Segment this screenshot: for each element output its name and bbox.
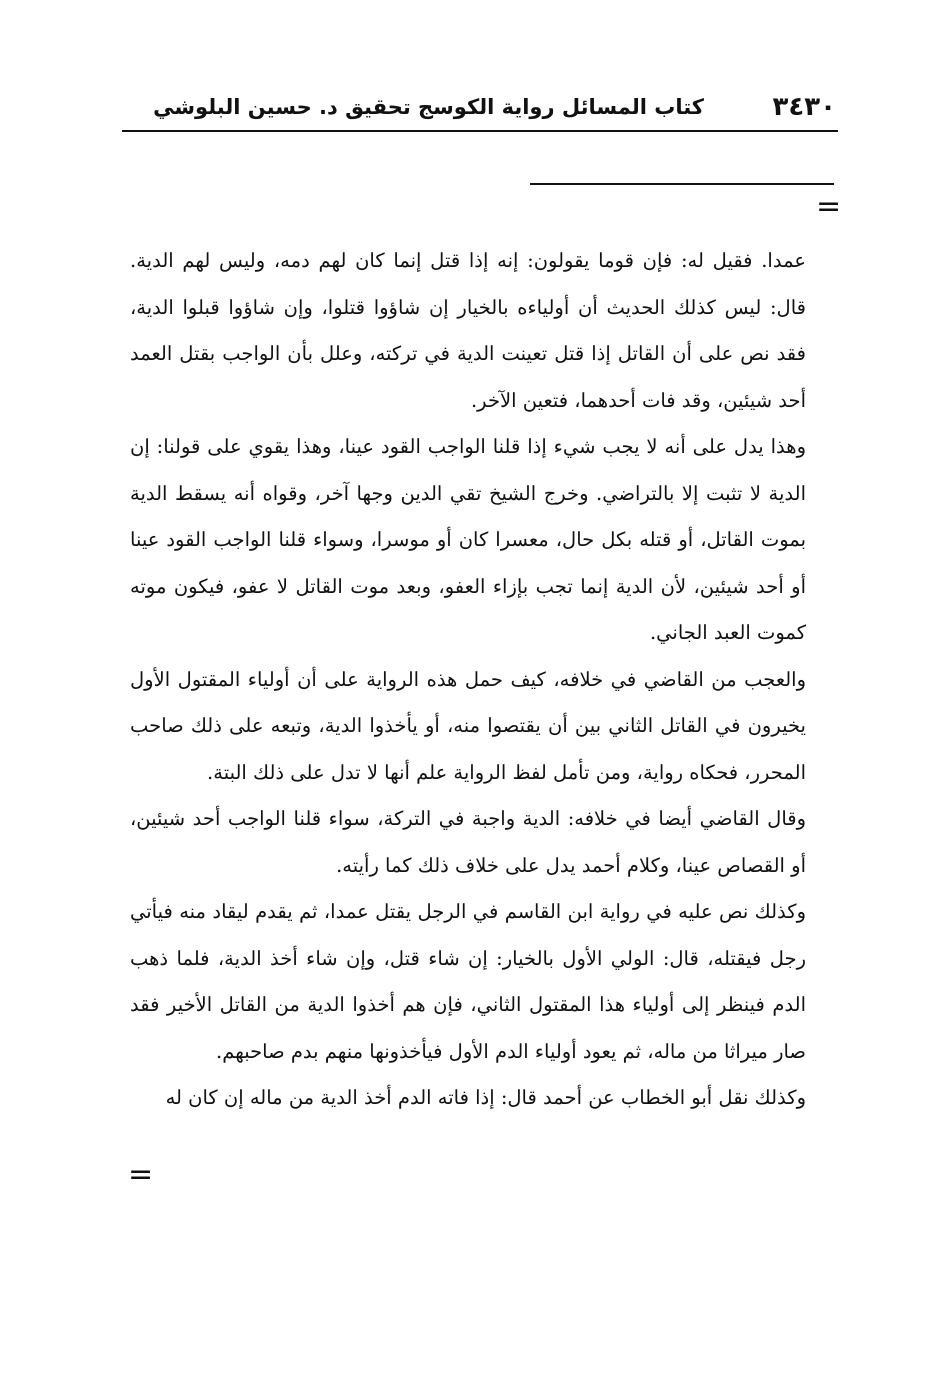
paragraph-2: وهذا يدل على أنه لا يجب شيء إذا قلنا الواجب القود عينا، وهذا يقوي على قولنا: إن الدية لا تثبت إلا بالتراضي. وخرج الشيخ تقي الدين وجها آخر، وقواه أنه يسقط الدية بموت القاتل، أو قتله بكل حال، معسرا كان أو موسرا، وسواء قلنا الواجب القود عينا أو أحد شيئين، لأن الدية إنما تجب بإزاء العفو، وبعد موت القاتل لا عفو، فيكون موته كموت العبد الجاني. [130, 435, 806, 644]
page-header [122, 90, 836, 128]
page-number: ٣٤٣٠ [772, 92, 836, 122]
header-rule [122, 130, 838, 132]
body-text [130, 238, 806, 1122]
running-title: كتاب المسائل رواية الكوسج تحقيق د. حسين البلوشي [153, 95, 704, 119]
paragraph-1: عمدا. فقيل له: فإن قوما يقولون: إنه إذا قتل إنما كان لهم دمه، وليس لهم الدية. قال: ليس كذلك الحديث أن أولياءه بالخيار إن شاؤوا قتلوا، وإن شاؤوا قبلوا الدية، فقد نص على أن القاتل إذا قتل تعينت الدية في تركته، وعلل بأن الواجب بقتل العمد أحد شيئين، وقد فات أحدهما، فتعين الآخر. [130, 249, 806, 412]
paragraph-4: وقال القاضي أيضا في خلافه: الدية واجبة في التركة، سواء قلنا الواجب أحد شيئين، أو القصاص عينا، وكلام أحمد يدل على خلاف ذلك كما رأيته. [130, 807, 806, 877]
continuation-mark-bottom: = [128, 1157, 154, 1192]
paragraph-3: والعجب من القاضي في خلافه، كيف حمل هذه الرواية على أن أولياء المقتول الأول يخيرون في القاتل الثاني بين أن يقتصوا منه، أو يأخذوا الدية، وتبعه على ذلك صاحب المحرر، فحكاه رواية، ومن تأمل لفظ الرواية علم أنها لا تدل على ذلك البتة. [130, 667, 806, 784]
footnote-separator-rule [530, 183, 834, 185]
paragraph-6: وكذلك نقل أبو الخطاب عن أحمد قال: إذا فاته الدم أخذ الدية من ماله إن كان له [165, 1086, 806, 1109]
continuation-mark-top: = [816, 189, 842, 224]
paragraph-5: وكذلك نص عليه في رواية ابن القاسم في الرجل يقتل عمدا، ثم يقدم ليقاد منه فيأتي رجل فيقتله، قال: الولي الأول بالخيار: إن شاء قتل، وإن شاء أخذ الدية، فلما ذهب الدم فينظر إلى أولياء هذا المقتول الثاني، فإن هم أخذوا الدية من القاتل الأخير فقد صار ميراثا من ماله، ثم يعود أولياء الدم الأول فيأخذونها منهم بدم صاحبهم. [130, 900, 806, 1063]
